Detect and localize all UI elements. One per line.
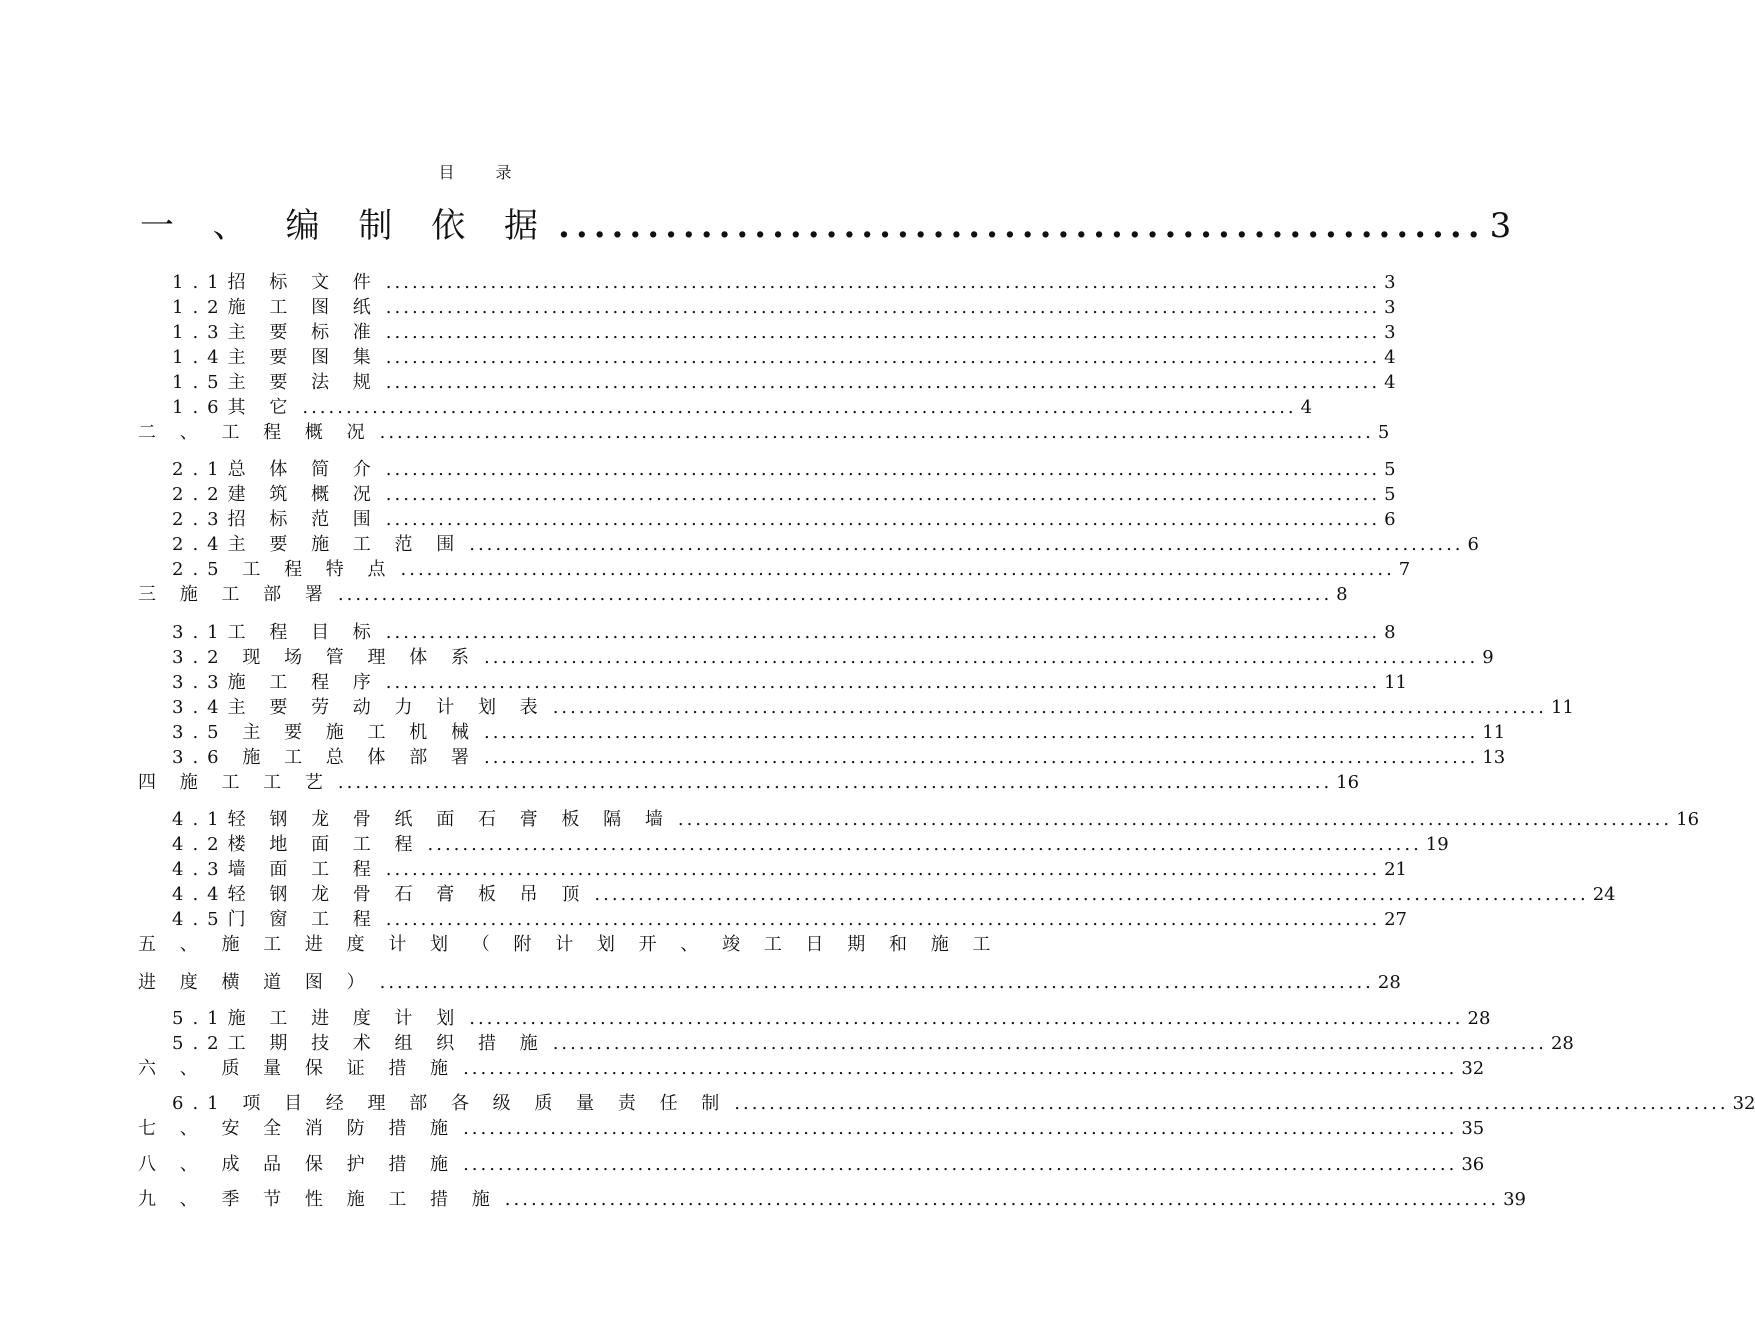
toc-leader-dots: .................................................................................................................. [400, 559, 1395, 580]
toc-entry-label: 2.1总 体 简 介 [172, 459, 380, 480]
toc-entry-label: 3.1工 程 目 标 [172, 622, 380, 643]
toc-entry-2-3[interactable] [172, 505, 1396, 531]
toc-entry-label: 七 、 安 全 消 防 措 施 [138, 1118, 458, 1139]
toc-leader-dots: .................................................................................................................. [734, 1093, 1729, 1114]
toc-entry-label: 1.6其 它 [172, 397, 297, 418]
toc-leader-dots: .................................................................................................................. [385, 509, 1381, 530]
toc-entry-section-5-line1[interactable]: 五 、 施 工 进 度 计 划 （ 附 计 划 开 、 竣 工 日 期 和 施 工 [138, 934, 1000, 955]
toc-entry-page: 4 [1384, 347, 1396, 368]
toc-entry-section-4[interactable] [138, 768, 1360, 794]
toc-entry-section-1[interactable] [140, 198, 1512, 247]
toc-entry-3-6[interactable] [172, 743, 1506, 769]
toc-entry-page: 27 [1384, 909, 1407, 930]
toc-entry-page: 6 [1467, 534, 1479, 555]
toc-entry-page: 19 [1425, 834, 1449, 855]
toc-entry-3-5[interactable] [172, 718, 1506, 744]
toc-leader-dots: .................................................................................................................. [463, 1058, 1458, 1079]
toc-entry-label: 2.5 工 程 特 点 [172, 559, 395, 580]
toc-entry-1-5[interactable] [172, 368, 1396, 394]
toc-entry-2-1[interactable] [172, 455, 1396, 481]
toc-entry-3-1[interactable] [172, 618, 1396, 644]
toc-entry-page: 39 [1503, 1189, 1526, 1210]
toc-entry-4-2[interactable] [172, 830, 1449, 856]
toc-entry-page: 28 [1550, 1033, 1574, 1054]
toc-entry-label: 3.4主 要 劳 动 力 计 划 表 [172, 697, 547, 718]
toc-entry-page: 3 [1384, 322, 1396, 343]
toc-leader-dots: .................................................................................................................. [385, 484, 1381, 505]
toc-leader-dots: .................................................................................................................. [594, 884, 1589, 905]
toc-leader-dots: .................................................................................................................. [385, 909, 1381, 930]
toc-leader-dots: .................................................................................................................. [427, 834, 1422, 855]
toc-leader-dots: .................................................................................................................. [483, 647, 1479, 668]
toc-entry-2-5[interactable] [172, 555, 1411, 581]
toc-leader-dots: .................................................................................................................. [385, 272, 1381, 293]
toc-entry-2-4[interactable] [172, 530, 1479, 556]
toc-leader-dots: .................................................................................................................. [552, 697, 1547, 718]
toc-entry-label: 1.3主 要 标 准 [172, 322, 380, 343]
toc-entry-page: 5 [1384, 484, 1396, 505]
toc-entry-4-3[interactable] [172, 855, 1407, 881]
toc-leader-dots: .................................................................................................................. [379, 972, 1374, 993]
toc-entry-label: 4.3墙 面 工 程 [172, 859, 380, 880]
toc-entry-page: 8 [1336, 584, 1348, 605]
toc-entry-label: 八 、 成 品 保 护 措 施 [138, 1154, 458, 1175]
toc-entry-label: 3.5 主 要 施 工 机 械 [172, 722, 478, 743]
toc-entry-page: 28 [1467, 1008, 1491, 1029]
toc-entry-page: 3 [1489, 206, 1512, 246]
toc-leader-dots: .................................................................................................................. [552, 1033, 1547, 1054]
toc-entry-page: 13 [1482, 747, 1506, 768]
toc-leader-dots: .................................................................................................................. [463, 1118, 1458, 1139]
toc-entry-label: 三 施 工 部 署 [138, 584, 332, 605]
toc-entry-4-1[interactable] [172, 805, 1700, 831]
toc-entry-page: 11 [1482, 722, 1506, 743]
toc-entry-1-2[interactable] [172, 293, 1396, 319]
toc-entry-page: 11 [1384, 672, 1407, 693]
toc-entry-section-7[interactable] [138, 1114, 1485, 1140]
toc-entry-page: 7 [1398, 559, 1411, 580]
toc-entry-label: 3.2 现 场 管 理 体 系 [172, 647, 478, 668]
toc-leader-dots: .................................................................................................................. [302, 397, 1297, 418]
toc-leader-dots: .................................................................................................................. [385, 347, 1381, 368]
toc-leader-dots: .................................................................................................................. [463, 1154, 1458, 1175]
toc-entry-label: 1.4主 要 图 集 [172, 347, 380, 368]
toc-entry-page: 35 [1461, 1118, 1485, 1139]
toc-entry-label: 2.3招 标 范 围 [172, 509, 380, 530]
toc-entry-label: 九 、 季 节 性 施 工 措 施 [138, 1189, 499, 1210]
toc-entry-page: 3 [1384, 272, 1396, 293]
toc-entry-label: 1.5主 要 法 规 [172, 372, 380, 393]
toc-entry-page: 36 [1461, 1154, 1485, 1175]
toc-entry-3-4[interactable] [172, 693, 1574, 719]
toc-entry-label: 六 、 质 量 保 证 措 施 [138, 1058, 458, 1079]
toc-entry-page: 28 [1377, 972, 1401, 993]
toc-entry-label: 3.3施 工 程 序 [172, 672, 380, 693]
toc-leader-dots: .................................................................................................................. [385, 859, 1381, 880]
toc-entry-2-2[interactable] [172, 480, 1396, 506]
toc-entry-page: 32 [1461, 1058, 1485, 1079]
toc-entry-3-3[interactable] [172, 668, 1407, 694]
toc-entry-5-2[interactable] [172, 1029, 1574, 1055]
toc-entry-label: 2.2建 筑 概 况 [172, 484, 380, 505]
toc-leader-dots: .................................................................................................................. [385, 459, 1381, 480]
toc-entry-label: 一 、 编 制 依 据 [140, 206, 553, 246]
toc-entry-section-5[interactable] [138, 968, 1401, 994]
toc-entry-label: 5.1施 工 进 度 计 划 [172, 1008, 464, 1029]
toc-entry-page: 5 [1384, 459, 1396, 480]
toc-leader-dots: .................................................................................................................. [385, 322, 1381, 343]
toc-entry-section-3[interactable] [138, 580, 1348, 606]
toc-entry-section-6[interactable] [138, 1054, 1485, 1080]
toc-entry-page: 4 [1384, 372, 1396, 393]
toc-leader-dots: .................................................................................................................. [677, 809, 1673, 830]
toc-entry-1-1[interactable] [172, 268, 1396, 294]
toc-entry-page: 16 [1676, 809, 1700, 830]
toc-entry-label: 3.6 施 工 总 体 部 署 [172, 747, 478, 768]
toc-entry-page: 4 [1300, 397, 1313, 418]
toc-entry-page: 6 [1384, 509, 1396, 530]
toc-entry-label: 4.4轻 钢 龙 骨 石 膏 板 吊 顶 [172, 884, 589, 905]
toc-entry-3-2[interactable] [172, 643, 1494, 669]
toc-leader-dots: .................................................... [558, 206, 1486, 246]
toc-entry-1-3[interactable] [172, 318, 1396, 344]
toc-entry-label: 二 、 工 程 概 况 [138, 422, 374, 443]
toc-leader-dots: .................................................................................................................. [385, 372, 1381, 393]
toc-entry-label: 4.1轻 钢 龙 骨 纸 面 石 膏 板 隔 墙 [172, 809, 672, 830]
toc-entry-page: 8 [1384, 622, 1396, 643]
toc-leader-dots: .................................................................................................................. [469, 1008, 1464, 1029]
toc-entry-page: 16 [1336, 772, 1360, 793]
toc-entry-page: 32 [1732, 1093, 1755, 1114]
toc-entry-label: 6.1 项 目 经 理 部 各 级 质 量 责 任 制 [172, 1093, 729, 1114]
toc-entry-1-6[interactable] [172, 393, 1313, 419]
toc-entry-4-5[interactable] [172, 905, 1407, 931]
toc-entry-section-9[interactable] [138, 1185, 1526, 1211]
toc-entry-page: 3 [1384, 297, 1396, 318]
toc-leader-dots: .................................................................................................................. [385, 297, 1381, 318]
toc-entry-page: 11 [1550, 697, 1574, 718]
toc-entry-label: 4.5门 窗 工 程 [172, 909, 380, 930]
toc-leader-dots: .................................................................................................................. [337, 772, 1333, 793]
toc-entry-1-4[interactable] [172, 343, 1396, 369]
toc-entry-5-1[interactable] [172, 1004, 1491, 1030]
toc-leader-dots: .................................................................................................................. [483, 722, 1479, 743]
toc-leader-dots: .................................................................................................................. [483, 747, 1479, 768]
toc-leader-dots: .................................................................................................................. [469, 534, 1464, 555]
toc-title: 目 录 [438, 163, 530, 182]
toc-leader-dots: .................................................................................................................. [504, 1189, 1500, 1210]
toc-entry-4-4[interactable] [172, 880, 1616, 906]
toc-leader-dots: .................................................................................................................. [379, 422, 1374, 443]
toc-entry-label: 2.4主 要 施 工 范 围 [172, 534, 464, 555]
toc-entry-section-8[interactable] [138, 1150, 1485, 1176]
toc-entry-label: 进 度 横 道 图 ） [138, 972, 374, 993]
toc-entry-page: 9 [1482, 647, 1494, 668]
toc-entry-page: 21 [1384, 859, 1407, 880]
toc-entry-label: 5.2工 期 技 术 组 织 措 施 [172, 1033, 547, 1054]
toc-entry-page: 5 [1377, 422, 1390, 443]
toc-entry-page: 24 [1592, 884, 1616, 905]
toc-leader-dots: .................................................................................................................. [385, 622, 1381, 643]
toc-leader-dots: .................................................................................................................. [385, 672, 1381, 693]
toc-entry-label: 1.2施 工 图 纸 [172, 297, 380, 318]
toc-entry-label: 1.1招 标 文 件 [172, 272, 380, 293]
toc-leader-dots: .................................................................................................................. [337, 584, 1333, 605]
toc-entry-label: 4.2楼 地 面 工 程 [172, 834, 422, 855]
toc-entry-6-1[interactable] [172, 1089, 1755, 1115]
toc-entry-label: 四 施 工 工 艺 [138, 772, 332, 793]
toc-entry-section-2[interactable] [138, 418, 1390, 444]
